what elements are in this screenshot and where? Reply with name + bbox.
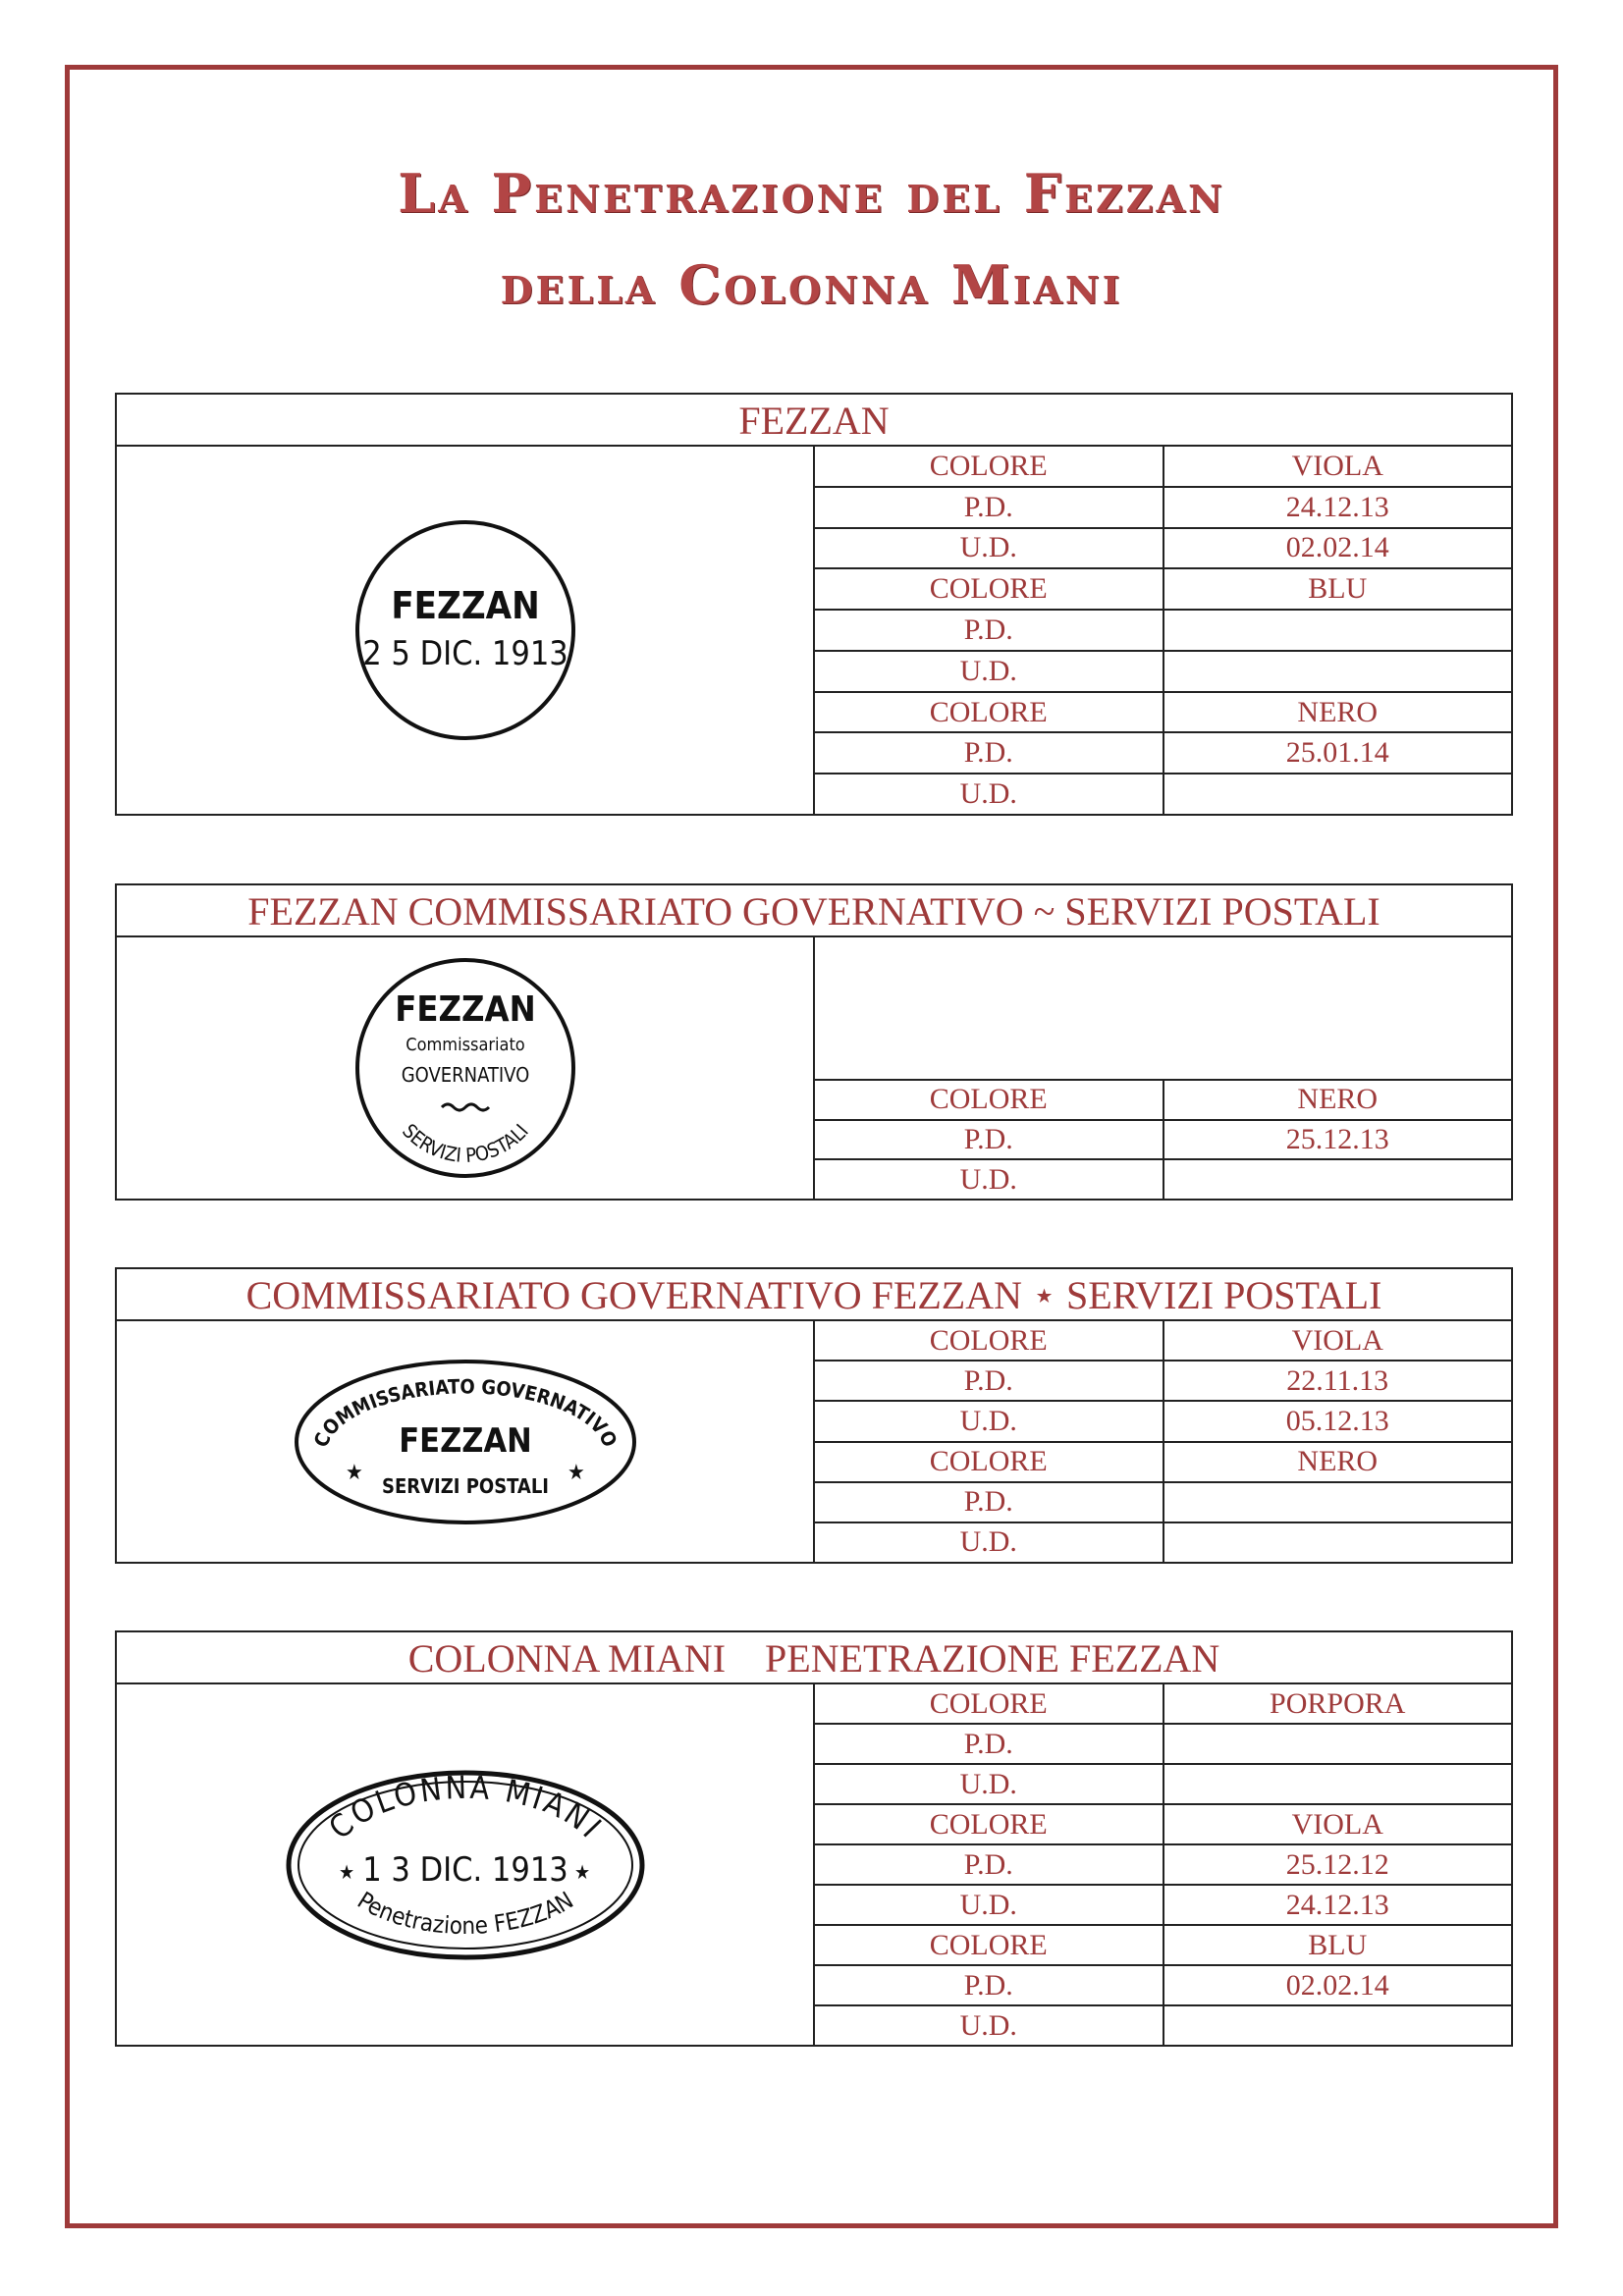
table-row — [815, 1081, 1511, 1121]
stamp-text: SERVIZI POSTALI — [381, 1473, 549, 1498]
row-key: U.D. — [815, 1886, 1164, 1924]
section-heading: COMMISSARIATO GOVERNATIVO FEZZAN ⋆ SERVIZI POSTALI — [117, 1269, 1511, 1321]
table-row — [815, 611, 1511, 652]
row-value — [1164, 611, 1512, 650]
row-key: P.D. — [815, 1845, 1164, 1884]
table-row — [815, 1765, 1511, 1805]
table-row — [815, 693, 1511, 734]
table-row — [815, 1160, 1511, 1199]
blank-cell — [815, 937, 1511, 1081]
row-key: U.D. — [815, 529, 1164, 568]
stamp-text: FEZZAN — [394, 989, 536, 1030]
stamp-text: GOVERNATIVO — [401, 1063, 529, 1087]
row-key: U.D. — [815, 1523, 1164, 1562]
table-row — [815, 1926, 1511, 1966]
row-value: VIOLA — [1291, 1323, 1383, 1357]
svg-text:Penetrazione FEZZAN — [352, 1886, 578, 1939]
stamp-text: COMMISSARIATO GOVERNATIVO — [308, 1373, 622, 1451]
row-value: BLU — [1308, 572, 1368, 606]
row-value: 22.11.13 — [1286, 1363, 1389, 1397]
stamp-text: Commissariato — [405, 1035, 525, 1055]
double-oval-postmark-icon — [284, 1767, 647, 1963]
row-key: P.D. — [815, 733, 1164, 773]
table-row — [815, 774, 1511, 814]
data-table — [815, 1321, 1511, 1562]
star-icon: ★ — [338, 1859, 354, 1884]
table-row — [815, 1684, 1511, 1725]
row-value: PORPORA — [1270, 1686, 1406, 1720]
row-key: COLORE — [815, 1684, 1164, 1723]
stamp-cell — [117, 1321, 815, 1562]
row-key: P.D. — [815, 1966, 1164, 2004]
data-table — [815, 937, 1511, 1199]
stamp-text: 1 3 DIC. 1913 — [361, 1849, 568, 1890]
stamp-text: Penetrazione FEZZAN — [352, 1886, 578, 1940]
row-value — [1164, 1725, 1512, 1763]
row-value: 25.12.12 — [1285, 1847, 1389, 1881]
row-key: COLORE — [815, 447, 1164, 486]
row-key: P.D. — [815, 1483, 1164, 1522]
row-key: COLORE — [815, 569, 1164, 609]
table-row — [815, 652, 1511, 693]
table-row — [815, 488, 1511, 529]
row-key: P.D. — [815, 611, 1164, 650]
table-row — [815, 1121, 1511, 1161]
section-heading: FEZZAN COMMISSARIATO GOVERNATIVO ~ SERVIZI POSTALI — [117, 885, 1511, 937]
round-postmark-icon — [348, 512, 583, 748]
row-value — [1164, 1160, 1512, 1199]
stamp-cell — [117, 937, 815, 1199]
oval-postmark-icon — [289, 1354, 642, 1530]
table-row — [815, 1483, 1511, 1523]
table-row — [815, 1321, 1511, 1362]
row-key: P.D. — [815, 1362, 1164, 1400]
row-key: U.D. — [815, 1160, 1164, 1199]
table-row — [815, 1362, 1511, 1402]
row-key: COLORE — [815, 1926, 1164, 1964]
row-key: P.D. — [815, 1725, 1164, 1763]
row-key: COLORE — [815, 693, 1164, 732]
row-value: 24.12.13 — [1285, 1888, 1389, 1921]
star-icon: ★ — [573, 1859, 590, 1884]
table-row — [815, 569, 1511, 611]
section-heading: COLONNA MIANI PENETRAZIONE FEZZAN — [117, 1632, 1511, 1684]
star-icon: ★ — [567, 1460, 585, 1485]
page-title-line-1: La Penetrazione del Fezzan — [398, 162, 1225, 225]
row-value: 24.12.13 — [1285, 490, 1389, 523]
row-key: U.D. — [815, 774, 1164, 814]
cancel-section-colonna-miani — [115, 1630, 1513, 2047]
row-value — [1164, 652, 1512, 691]
round-postmark-icon — [348, 950, 583, 1186]
row-value: VIOLA — [1291, 449, 1383, 482]
table-row — [815, 1805, 1511, 1845]
stamp-text: 2 5 DIC. 1913 — [361, 634, 568, 673]
row-value — [1164, 2006, 1512, 2045]
stamp-cell — [117, 447, 815, 814]
row-value: 25.12.13 — [1285, 1123, 1389, 1155]
row-key: COLORE — [815, 1443, 1164, 1481]
row-value — [1164, 1523, 1512, 1562]
table-row — [815, 1845, 1511, 1886]
row-value: VIOLA — [1291, 1807, 1383, 1841]
row-key: COLORE — [815, 1805, 1164, 1843]
table-row — [815, 1523, 1511, 1562]
row-value: 05.12.13 — [1285, 1404, 1389, 1437]
section-heading: FEZZAN — [117, 395, 1511, 447]
row-key: P.D. — [815, 1121, 1164, 1159]
stamp-text: FEZZAN — [390, 584, 540, 627]
table-row — [815, 529, 1511, 570]
table-row — [815, 1443, 1511, 1483]
star-icon: ★ — [345, 1460, 363, 1485]
row-value: 02.02.14 — [1285, 1968, 1389, 2002]
stamp-cell — [117, 1684, 815, 2045]
row-key: U.D. — [815, 2006, 1164, 2045]
table-row — [815, 1725, 1511, 1765]
stamp-text: COLONNA MIANI — [320, 1768, 611, 1846]
row-key: U.D. — [815, 1402, 1164, 1440]
table-row — [815, 733, 1511, 774]
data-table — [815, 1684, 1511, 2045]
stamp-text: FEZZAN — [398, 1420, 532, 1461]
row-value — [1164, 1765, 1512, 1803]
row-key: COLORE — [815, 1321, 1164, 1360]
table-row — [815, 1886, 1511, 1926]
row-key: P.D. — [815, 488, 1164, 527]
row-value: 02.02.14 — [1285, 531, 1389, 564]
table-row — [815, 1966, 1511, 2006]
cancel-section-commissariato-oval — [115, 1267, 1513, 1564]
svg-text:SERVIZI POSTALI — [398, 1119, 533, 1167]
row-key: U.D. — [815, 652, 1164, 691]
row-value — [1164, 774, 1512, 814]
stamp-text: SERVIZI POSTALI — [397, 1119, 533, 1167]
row-value: NERO — [1297, 695, 1379, 728]
data-table — [815, 447, 1511, 814]
row-value: NERO — [1297, 1083, 1379, 1116]
row-key: U.D. — [815, 1765, 1164, 1803]
row-value: NERO — [1297, 1445, 1379, 1478]
row-value: BLU — [1308, 1928, 1368, 1961]
table-row — [815, 1402, 1511, 1442]
row-key: COLORE — [815, 1081, 1164, 1119]
row-value — [1164, 1483, 1512, 1522]
table-row — [815, 2006, 1511, 2045]
row-value: 25.01.14 — [1285, 736, 1389, 770]
page-title-line-2: della Colonna Miani — [500, 253, 1123, 316]
table-row — [815, 447, 1511, 488]
cancel-section-commissariato-round — [115, 883, 1513, 1201]
cancel-section-fezzan — [115, 393, 1513, 816]
svg-text:COLONNA MIANI — [321, 1768, 610, 1845]
